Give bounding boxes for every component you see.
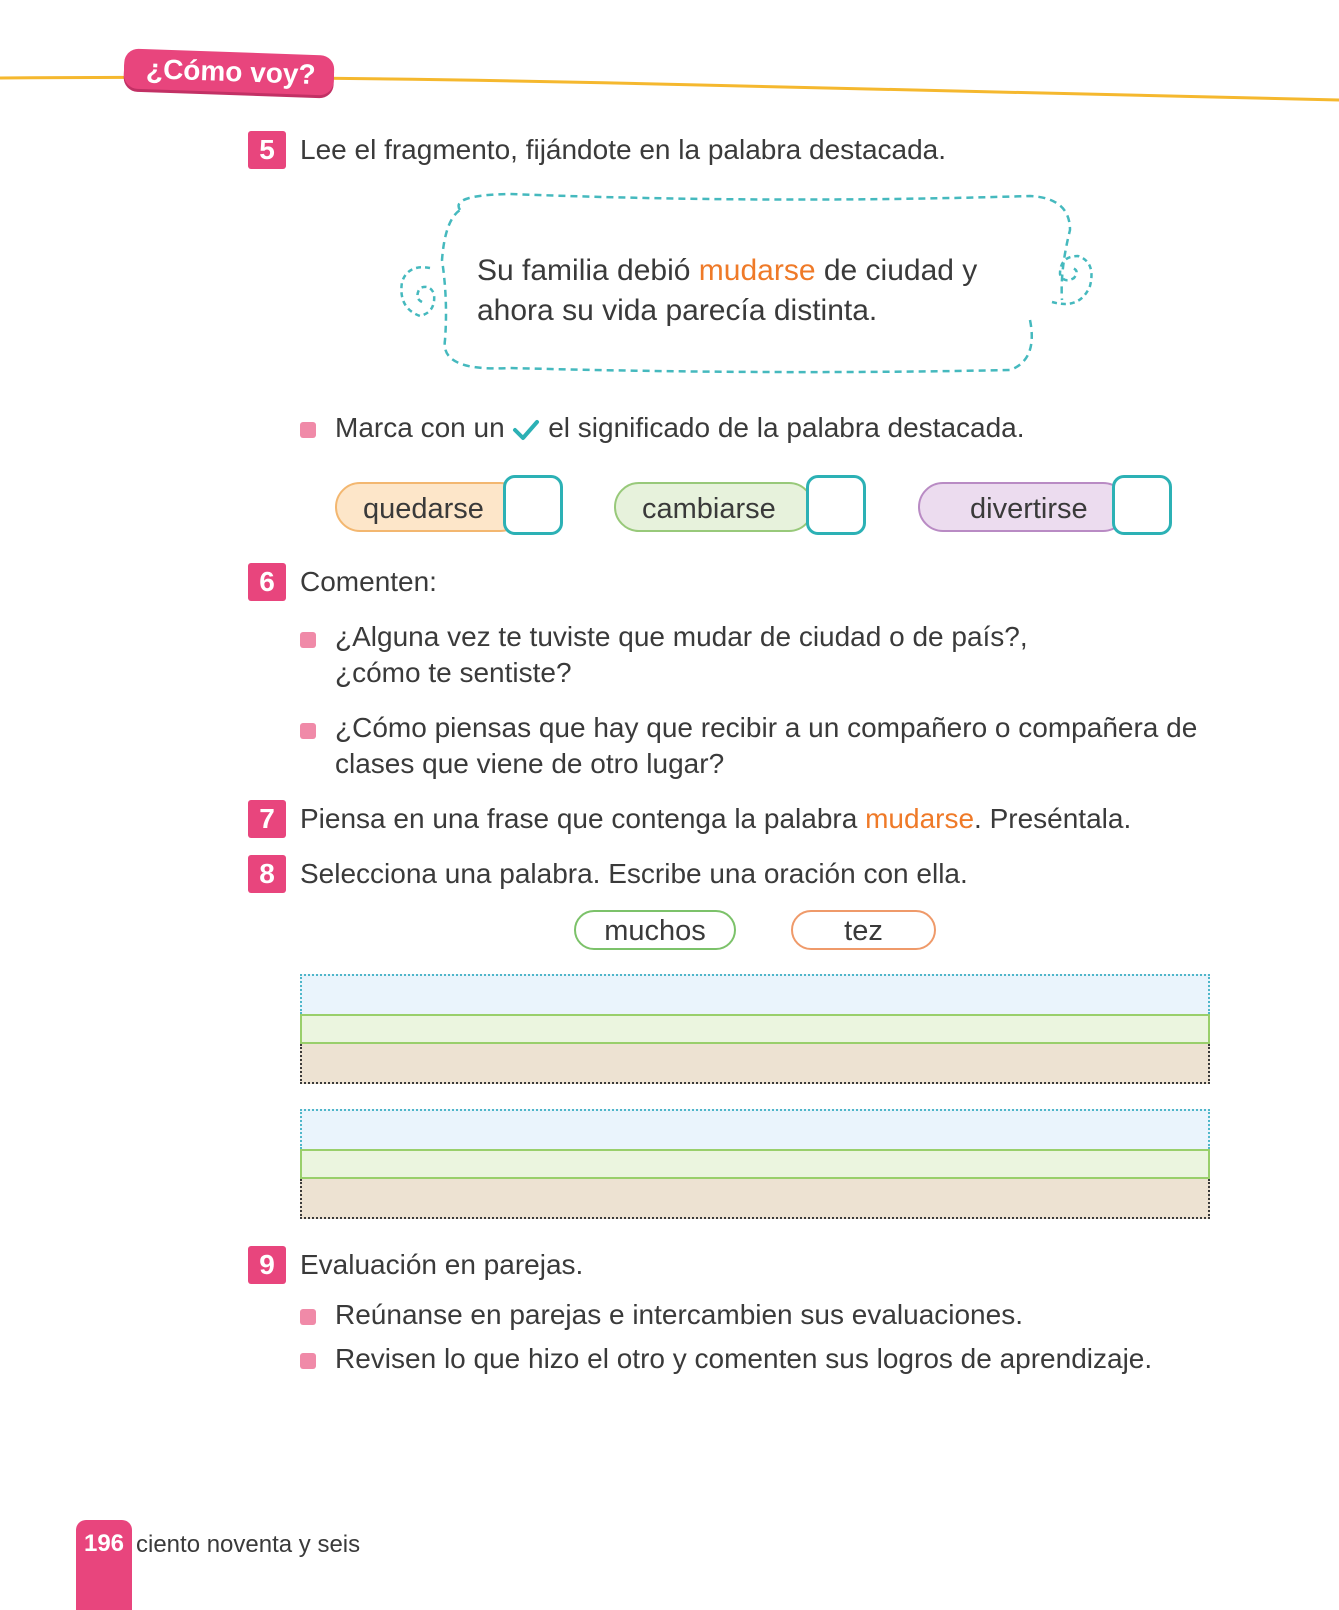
- word-option-muchos[interactable]: muchos: [574, 910, 736, 950]
- q9-bullet-1: Reúnanse en parejas e intercambien sus evaluaciones.: [335, 1299, 1023, 1330]
- instruction-before: Marca con un: [335, 412, 505, 443]
- question-number-7: 7: [248, 800, 286, 838]
- instruction-after: el significado de la palabra destacada.: [548, 412, 1025, 443]
- q9-bullet-2: Revisen lo que hizo el otro y comenten sus logros de aprendizaje.: [335, 1343, 1153, 1374]
- word-option-tez[interactable]: tez: [791, 910, 936, 950]
- option-quedarse: quedarse: [335, 482, 525, 532]
- q6-bullet-2-line2: clases que viene de otro lugar?: [335, 748, 725, 779]
- bullet: [300, 632, 316, 648]
- question-number-8: 8: [248, 855, 286, 893]
- question-number-9: 9: [248, 1246, 286, 1284]
- q7-highlight: mudarse: [865, 803, 975, 834]
- section-badge: ¿Cómo voy?: [123, 48, 334, 95]
- writing-line-2[interactable]: [300, 1109, 1210, 1221]
- checkmark-icon: [512, 419, 540, 441]
- q7-prompt-after: . Preséntala.: [974, 803, 1132, 834]
- bullet: [300, 1353, 316, 1369]
- q6-bullet-2-line1: ¿Cómo piensas que hay que recibir a un compañero o compañera de: [335, 712, 1198, 743]
- check-box-quedarse[interactable]: [503, 475, 563, 535]
- passage-text: [477, 251, 1037, 331]
- page-number: 196: [83, 1530, 125, 1557]
- bullet: [300, 723, 316, 739]
- question-6-prompt: Comenten:: [300, 566, 437, 597]
- question-number-6: 6: [248, 563, 286, 601]
- q5-instruction: [335, 410, 1025, 446]
- q7-prompt-before: Piensa en una frase que contenga la palabra: [300, 803, 866, 834]
- writing-line-1[interactable]: [300, 974, 1210, 1086]
- option-divertirse: divertirse: [918, 482, 1128, 532]
- highlighted-word: mudarse: [698, 254, 816, 287]
- question-7-prompt: [300, 801, 1131, 837]
- bullet: [300, 422, 316, 438]
- q6-bullet-2: [335, 710, 1197, 782]
- question-number-5: 5: [248, 131, 286, 169]
- question-5-prompt: Lee el fragmento, fijándote en la palabra destacada.: [300, 134, 947, 165]
- check-box-divertirse[interactable]: [1112, 475, 1172, 535]
- q6-bullet-1: [335, 619, 1028, 691]
- check-box-cambiarse[interactable]: [806, 475, 866, 535]
- page-number-words: ciento noventa y seis: [136, 1531, 361, 1558]
- passage-part2: de ciudad y: [815, 254, 978, 287]
- option-cambiarse: cambiarse: [614, 482, 814, 532]
- passage-part1: Su familia debió: [477, 254, 699, 287]
- question-9-prompt: Evaluación en parejas.: [300, 1249, 584, 1280]
- q6-bullet-1-line1: ¿Alguna vez te tuviste que mudar de ciudad o de país?,: [335, 621, 1028, 652]
- q6-bullet-1-line2: ¿cómo te sentiste?: [335, 657, 572, 688]
- question-8-prompt: Selecciona una palabra. Escribe una oración con ella.: [300, 858, 968, 889]
- bullet: [300, 1309, 316, 1325]
- passage-line2: ahora su vida parecía distinta.: [477, 294, 878, 327]
